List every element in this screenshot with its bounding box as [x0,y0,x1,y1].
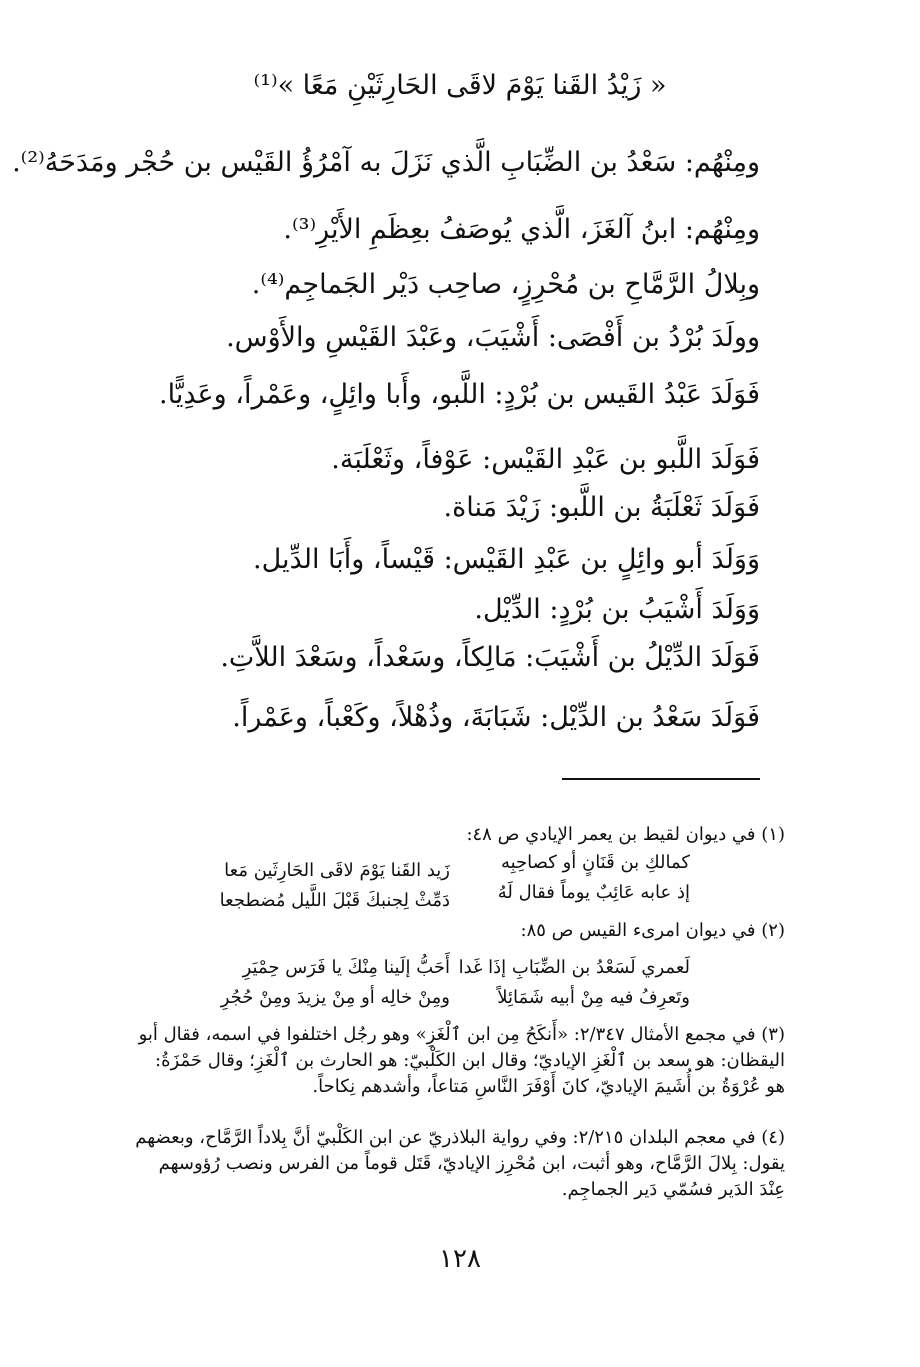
body-line-2: ومِنْهُم: ابنُ آلغَزَ، الَّذي يُوصَفُ بعِظَمِ الأَيْرِ⁽³⁾. [283,214,760,245]
body-line-5: فَوَلَدَ عَبْدُ القَيس بن بُرْدٍ: اللَّبو، وأَبا وائِلٍ، وعَمْراً، وعَدِيًّا. [159,379,760,410]
footnote-3: (٣) في مجمع الأمثال ٢/٣٤٧: «أَنكَحُ مِن ابن ٱلْغَزِ» وهو رجُل اختلفوا في اسمه، فقال أبو اليقظان: هو سعد بن ٱلْغَزِ الإياديّ؛ وقال ابن الكَلْبيّ: هو الحارث بن ٱلْغَزِ؛ وقال حَمْزَةُ: هو عُرْوَةُ بن أُشَيمَ الإياديّ، كانَ أَوْفَرَ النَّاسِ مَتاعاً، وأشدهم نِكاحاً. [138,1024,785,1097]
body-line-11: فَوَلَدَ سَعْدُ بن الدِّيْل: شَبَابَةَ، وذُهْلاً، وكَعْباً، وعَمْراً. [232,702,760,733]
page-number: ١٢٨ [439,1244,481,1274]
footnote-2-verse-2b: ومِنْ خالِه أو مِنْ يزيدَ ومِنْ حُجُرِ [220,987,450,1008]
footnote-1-verse-1a: كمالكِ بن قَنَانٍ أو كصاحِبِه [500,852,690,873]
footnote-1-intro: (١) في ديوان لقيط بن يعمر الإيادي ص ٤٨: [466,824,785,845]
body-line-4: وولَدَ بُرْدُ بن أَفْصَى: أَشْيَبَ، وعَبْدَ القَيْسِ والأَوْس. [226,322,760,353]
body-line-6: فَوَلَدَ اللَّبو بن عَبْدِ القَيْس: عَوْفاً، وثَعْلَبَة. [331,444,760,475]
footnote-2-verse-2a: وتَعرِفُ فيه مِنْ أبيه شَمَائِلاً [497,987,690,1008]
body-line-10: فَوَلَدَ الدِّيْلُ بن أَشْيَبَ: مَالِكاً، وسَعْداً، وسَعْدَ اللاَّتِ. [220,642,760,673]
footnote-separator [562,778,760,780]
body-line-8: وَوَلَدَ أبو وائِلٍ بن عَبْدِ القَيْس: قَيْساً، وأَبَا الدِّيل. [253,544,760,575]
body-line-3: وبِلالُ الرَّمَّاحِ بن مُحْرِزٍ، صاحِب دَيْر الجَماجِم⁽⁴⁾. [251,269,760,300]
poetic-heading: « زَيْدُ القَنا يَوْمَ لاقَى الحَارِثَيْنِ مَعًا »⁽¹⁾ [253,70,667,101]
footnote-2-intro: (٢) في ديوان امرىء القيس ص ٨٥: [520,920,785,941]
footnote-1-verse-2b: دَمِّثْ لِجنبكَ قَبْلَ اللَّيل مُضطجعا [219,890,450,911]
footnote-1-verse-1b: زَيد القَنا يَوْمَ لاقَى الحَارِثَين مَعا [224,860,450,881]
footnote-2-verse-1b: أَحَبُّ إلَينا مِنْكَ يا فَرَس حِمْيَرِ [242,957,450,978]
body-line-1: ومِنْهُم: سَعْدُ بن الضِّبَابِ الَّذي نَزَلَ به آمْرُؤُ القَيْس بن حُجْر ومَدَحَهُ⁽²⁾. [12,147,760,178]
footnote-1-verse-2a: إذ عابه عَائِبٌ يوماً فقال لَهُ [497,882,690,903]
body-line-7: فَوَلَدَ ثَعْلَبَةُ بن اللَّبو: زَيْدَ مَناة. [443,492,760,523]
footnote-4: (٤) في معجم البلدان ٢/٢١٥: وفي رواية البلاذريّ عن ابن الكَلْبيّ أنَّ بِلاداً الرَّمَّاح، وبعضهم يقول: بِلالَ الرَّمَّاح، وهو أثبت، ابن مُحْرِز الإياديّ، قَتَل قوماً من الفرس ونصب رُؤوسهم عِنْدَ الدَير فسُمّي دَير الجماجِم. [135,1127,785,1200]
footnote-2-verse-1a: لَعمري لَسَعْدُ بن الضِّبَابِ إذَا غَدا [458,957,690,978]
body-line-9: وَوَلَدَ أَشْيَبُ بن بُرْدٍ: الدِّيْل. [474,594,760,625]
